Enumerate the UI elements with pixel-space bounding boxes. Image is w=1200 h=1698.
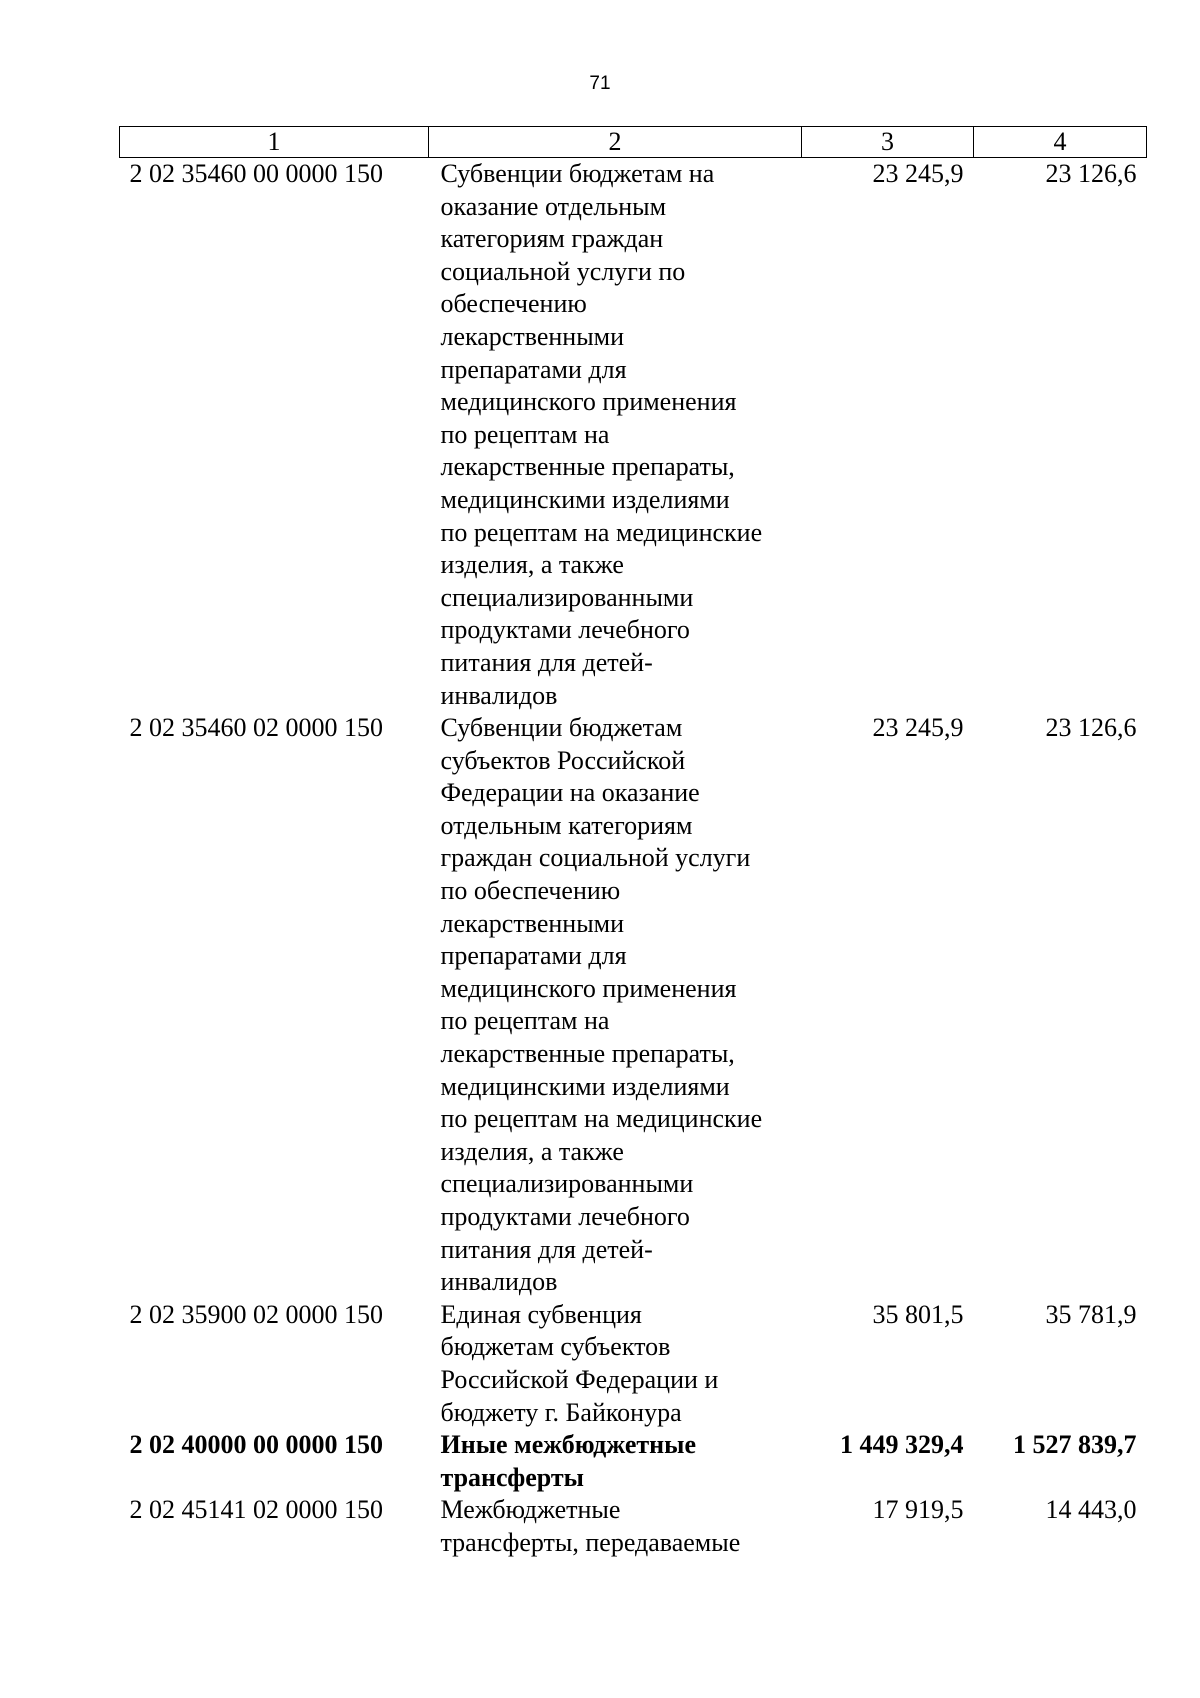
column-3-value: 17 919,5 — [872, 1495, 964, 1525]
page-number: 71 — [589, 73, 611, 94]
budget-code-cell: 2 02 35460 02 0000 150 — [129, 713, 383, 743]
description-cell: Субвенции бюджетам на оказание отдельным категориям граждан социальной услуги по обеспечению лекарственными препаратами для медицинского применения по рецептам на лекарственные препараты, медицинскими изделиями по рецептам на медицинские изделия, а также специализированными продуктами лечебного питания для детей- инвалидов — [440, 159, 763, 710]
budget-code-cell: 2 02 35900 02 0000 150 — [129, 1299, 383, 1329]
table-row — [120, 1299, 1147, 1429]
column-header-1: 1 — [120, 127, 429, 158]
column-3-value: 1 449 329,4 — [840, 1430, 964, 1460]
table-row — [120, 1494, 1147, 1559]
column-4-value: 23 126,6 — [1045, 713, 1137, 743]
table-row — [120, 158, 1147, 713]
description-cell: Межбюджетные трансферты, передаваемые — [440, 1495, 741, 1557]
column-3-value: 23 245,9 — [872, 713, 964, 743]
column-3-value: 23 245,9 — [872, 159, 964, 188]
description-cell: Единая субвенция бюджетам субъектов Российской Федерации и бюджету г. Байконура — [440, 1299, 719, 1427]
budget-code-cell: 2 02 40000 00 0000 150 — [129, 1430, 383, 1460]
column-4-value: 23 126,6 — [1045, 159, 1137, 188]
column-4-value: 1 527 839,7 — [1013, 1430, 1137, 1460]
column-4-value: 14 443,0 — [1045, 1495, 1137, 1525]
table-row-total — [120, 1429, 1147, 1494]
budget-table — [119, 126, 1147, 1560]
table-row — [120, 712, 1147, 1299]
table-header-row — [120, 127, 1147, 158]
description-cell: Иные межбюджетные трансферты — [440, 1430, 696, 1492]
column-header-2: 2 — [429, 127, 802, 158]
budget-code-cell: 2 02 45141 02 0000 150 — [129, 1495, 383, 1525]
budget-code-cell: 2 02 35460 00 0000 150 — [129, 159, 383, 188]
column-header-3: 3 — [802, 127, 974, 158]
description-cell: Субвенции бюджетам субъектов Российской Федерации на оказание отдельным категориям граждан социальной услуги по обеспечению лекарственными препаратами для медицинского применения по рецептам на лекарственные препараты, медицинскими изделиями по рецептам на медицинские изделия, а также специализированными продуктами лечебного питания для детей- инвалидов — [440, 713, 763, 1297]
column-header-4: 4 — [974, 127, 1147, 158]
column-4-value: 35 781,9 — [1045, 1299, 1137, 1329]
column-3-value: 35 801,5 — [872, 1299, 964, 1329]
